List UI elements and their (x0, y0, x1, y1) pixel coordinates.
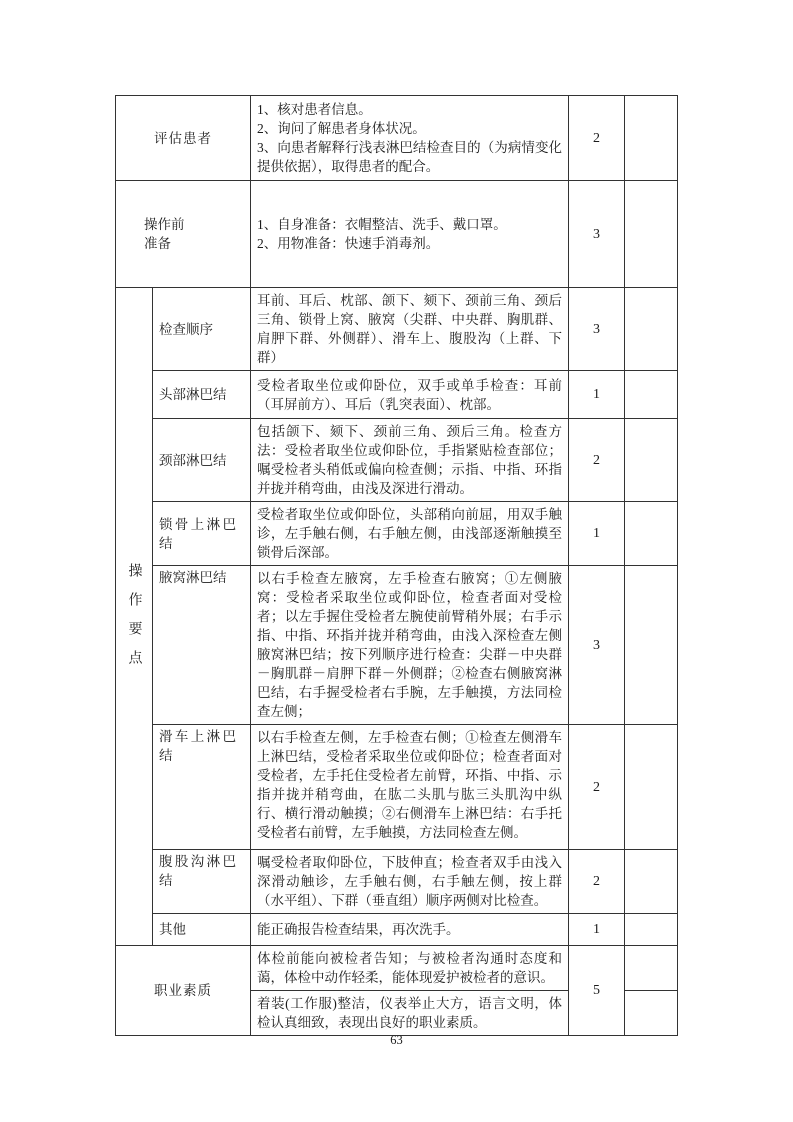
content-line: 1、自身准备：衣帽整洁、洗手、戴口罩。 (257, 217, 507, 232)
content-cell-axillary-lymph: 以右手检查左腋窝，左手检查右腋窝；①左侧腋窝：受检者采取坐位或仰卧位，检查者面对受检者；以左手握住受检者左腕使前臂稍外展；右手示指、中指、环指并拢并稍弯曲，由浅入深检查左侧腋窝淋巴结；按下列顺序进行检查：尖群－中央群－胸肌群－肩胛下群－外侧群；②检查右侧腋窝淋巴结，右手握受检者右手腕，左手触摸，方法同检查左侧； (251, 566, 569, 725)
item-label-supraclavicular-lymph: 锁骨上淋巴结 (153, 502, 251, 566)
blank-cell (625, 181, 678, 288)
score-cell-professional-quality: 5 (569, 946, 625, 1036)
score-cell-exam-sequence: 3 (569, 288, 625, 371)
assessment-rubric-table (115, 95, 678, 1036)
category-label-professional-quality: 职业素质 (116, 946, 251, 1036)
blank-cell (625, 419, 678, 502)
content-cell-neck-lymph: 包括颌下、颏下、颈前三角、颈后三角。检查方法：受检者取坐位或仰卧位，手指紧贴检查部位；嘱受检者头稍低或偏向检查侧；示指、中指、环指并拢并稍弯曲，由浅及深进行滑动。 (251, 419, 569, 502)
category-label-line: 操作前 (144, 217, 185, 232)
item-label-exam-sequence: 检查顺序 (153, 288, 251, 371)
content-cell-exam-sequence: 耳前、耳后、枕部、颌下、颏下、颈前三角、颈后三角、锁骨上窝、腋窝（尖群、中央群、胸肌群、肩胛下群、外侧群）、滑车上、腹股沟（上群、下群） (251, 288, 569, 371)
row-head-lymph-nodes (116, 371, 678, 419)
content-cell-other: 能正确报告检查结果，再次洗手。 (251, 914, 569, 946)
row-other (116, 914, 678, 946)
content-line: 2、用物准备：快速手消毒剂。 (257, 236, 440, 251)
category-label-evaluate-patient: 评估患者 (116, 96, 251, 181)
section-label-text: 操作要点 (126, 563, 142, 679)
score-cell-epitrochlear-lymph: 2 (569, 725, 625, 850)
blank-cell (625, 991, 678, 1036)
content-cell-professional-quality-2: 着装(工作服)整洁，仪表举止大方，语言文明，体检认真细致，表现出良好的职业素质。 (251, 991, 569, 1036)
row-axillary-lymph-nodes (116, 566, 678, 725)
blank-cell (625, 502, 678, 566)
row-inguinal-lymph-nodes (116, 850, 678, 914)
score-cell-neck-lymph: 2 (569, 419, 625, 502)
blank-cell (625, 288, 678, 371)
item-label-neck-lymph: 颈部淋巴结 (153, 419, 251, 502)
blank-cell (625, 946, 678, 991)
item-label-inguinal-lymph: 腹股沟淋巴结 (153, 850, 251, 914)
blank-cell (625, 725, 678, 850)
score-cell-axillary-lymph: 3 (569, 566, 625, 725)
content-cell-evaluate-patient (251, 96, 569, 181)
blank-cell (625, 371, 678, 419)
item-label-axillary-lymph: 腋窝淋巴结 (153, 566, 251, 725)
category-label-pre-operation-prep (116, 181, 251, 288)
row-evaluate-patient (116, 96, 678, 181)
content-cell-head-lymph: 受检者取坐位或仰卧位，双手或单手检查：耳前（耳屏前方）、耳后（乳突表面）、枕部。 (251, 371, 569, 419)
content-cell-inguinal-lymph: 嘱受检者取仰卧位，下肢伸直；检查者双手由浅入深滑动触诊，左手触右侧，右手触左侧，按上群（水平组）、下群（垂直组）顺序两侧对比检查。 (251, 850, 569, 914)
blank-cell (625, 850, 678, 914)
score-cell-supraclavicular-lymph: 1 (569, 502, 625, 566)
section-label-key-points (116, 288, 153, 946)
page-number: 63 (390, 1033, 403, 1047)
row-exam-sequence (116, 288, 678, 371)
item-label-other: 其他 (153, 914, 251, 946)
row-epitrochlear-lymph-nodes (116, 725, 678, 850)
content-line: 1、核对患者信息。 (257, 102, 372, 117)
blank-cell (625, 566, 678, 725)
score-cell-inguinal-lymph: 2 (569, 850, 625, 914)
content-line: 3、向患者解释行浅表淋巴结检查目的（为病情变化提供依据），取得患者的配合。 (257, 140, 562, 174)
category-label-line: 准备 (144, 236, 171, 251)
content-cell-professional-quality-1: 体检前能向被检者告知；与被检者沟通时态度和蔼，体检中动作轻柔，能体现爱护被检者的意识。 (251, 946, 569, 991)
content-line: 2、询问了解患者身体状况。 (257, 121, 426, 136)
score-cell-evaluate-patient: 2 (569, 96, 625, 181)
content-cell-epitrochlear-lymph: 以右手检查左侧，左手检查右侧；①检查左侧滑车上淋巴结，受检者采取坐位或仰卧位；检查者面对受检者，左手托住受检者左前臂，环指、中指、示指并拢并稍弯曲，在肱二头肌与肱三头肌沟中纵行、横行滑动触摸；②右侧滑车上淋巴结：右手托受检者右前臂，左手触摸，方法同检查左侧。 (251, 725, 569, 850)
row-neck-lymph-nodes (116, 419, 678, 502)
row-professional-quality (116, 946, 678, 991)
blank-cell (625, 96, 678, 181)
blank-cell (625, 914, 678, 946)
content-cell-supraclavicular-lymph: 受检者取坐位或仰卧位，头部稍向前屈，用双手触诊，左手触右侧，右手触左侧，由浅部逐渐触摸至锁骨后深部。 (251, 502, 569, 566)
score-cell-head-lymph: 1 (569, 371, 625, 419)
row-pre-operation-prep (116, 181, 678, 288)
row-supraclavicular-lymph-nodes (116, 502, 678, 566)
item-label-head-lymph: 头部淋巴结 (153, 371, 251, 419)
content-cell-pre-operation-prep (251, 181, 569, 288)
score-cell-pre-operation-prep: 3 (569, 181, 625, 288)
item-label-epitrochlear-lymph: 滑车上淋巴结 (153, 725, 251, 850)
score-cell-other: 1 (569, 914, 625, 946)
